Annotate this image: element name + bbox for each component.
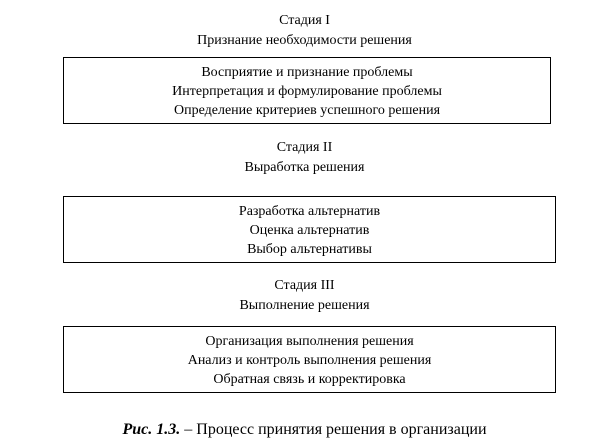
stage-1-box [63,57,551,124]
stage-1-item: Восприятие и признание проблемы [201,65,413,80]
stage-3-item: Анализ и контроль выполнения решения [187,353,432,368]
stage-2-heading [0,138,609,178]
stage-1-heading [0,11,609,51]
stage-2-title: Выработка решения [244,160,365,175]
stage-2-item: Выбор альтернативы [247,242,372,257]
stage-1-item: Интерпретация и формулирование проблемы [172,84,442,99]
stage-1-item: Определение критериев успешного решения [173,103,441,118]
stage-3-number: Стадия III [274,278,335,293]
stage-2-item: Оценка альтернатив [249,223,370,238]
figure-caption-text: – Процесс принятия решения в организации [180,421,487,438]
stage-2-box [63,196,556,263]
stage-2-number: Стадия II [276,140,333,155]
stage-3-title: Выполнение решения [239,298,370,313]
figure-label: Рис. 1.3. [122,421,181,438]
stage-3-item: Обратная связь и корректировка [213,372,406,387]
stage-1-number: Стадия I [279,13,330,28]
stage-3-box [63,326,556,393]
stage-3-heading [0,276,609,316]
stage-2-item: Разработка альтернатив [238,204,381,219]
stage-3-item: Организация выполнения решения [205,334,414,349]
stage-1-title: Признание необходимости решения [197,33,412,48]
figure-caption [0,419,609,441]
